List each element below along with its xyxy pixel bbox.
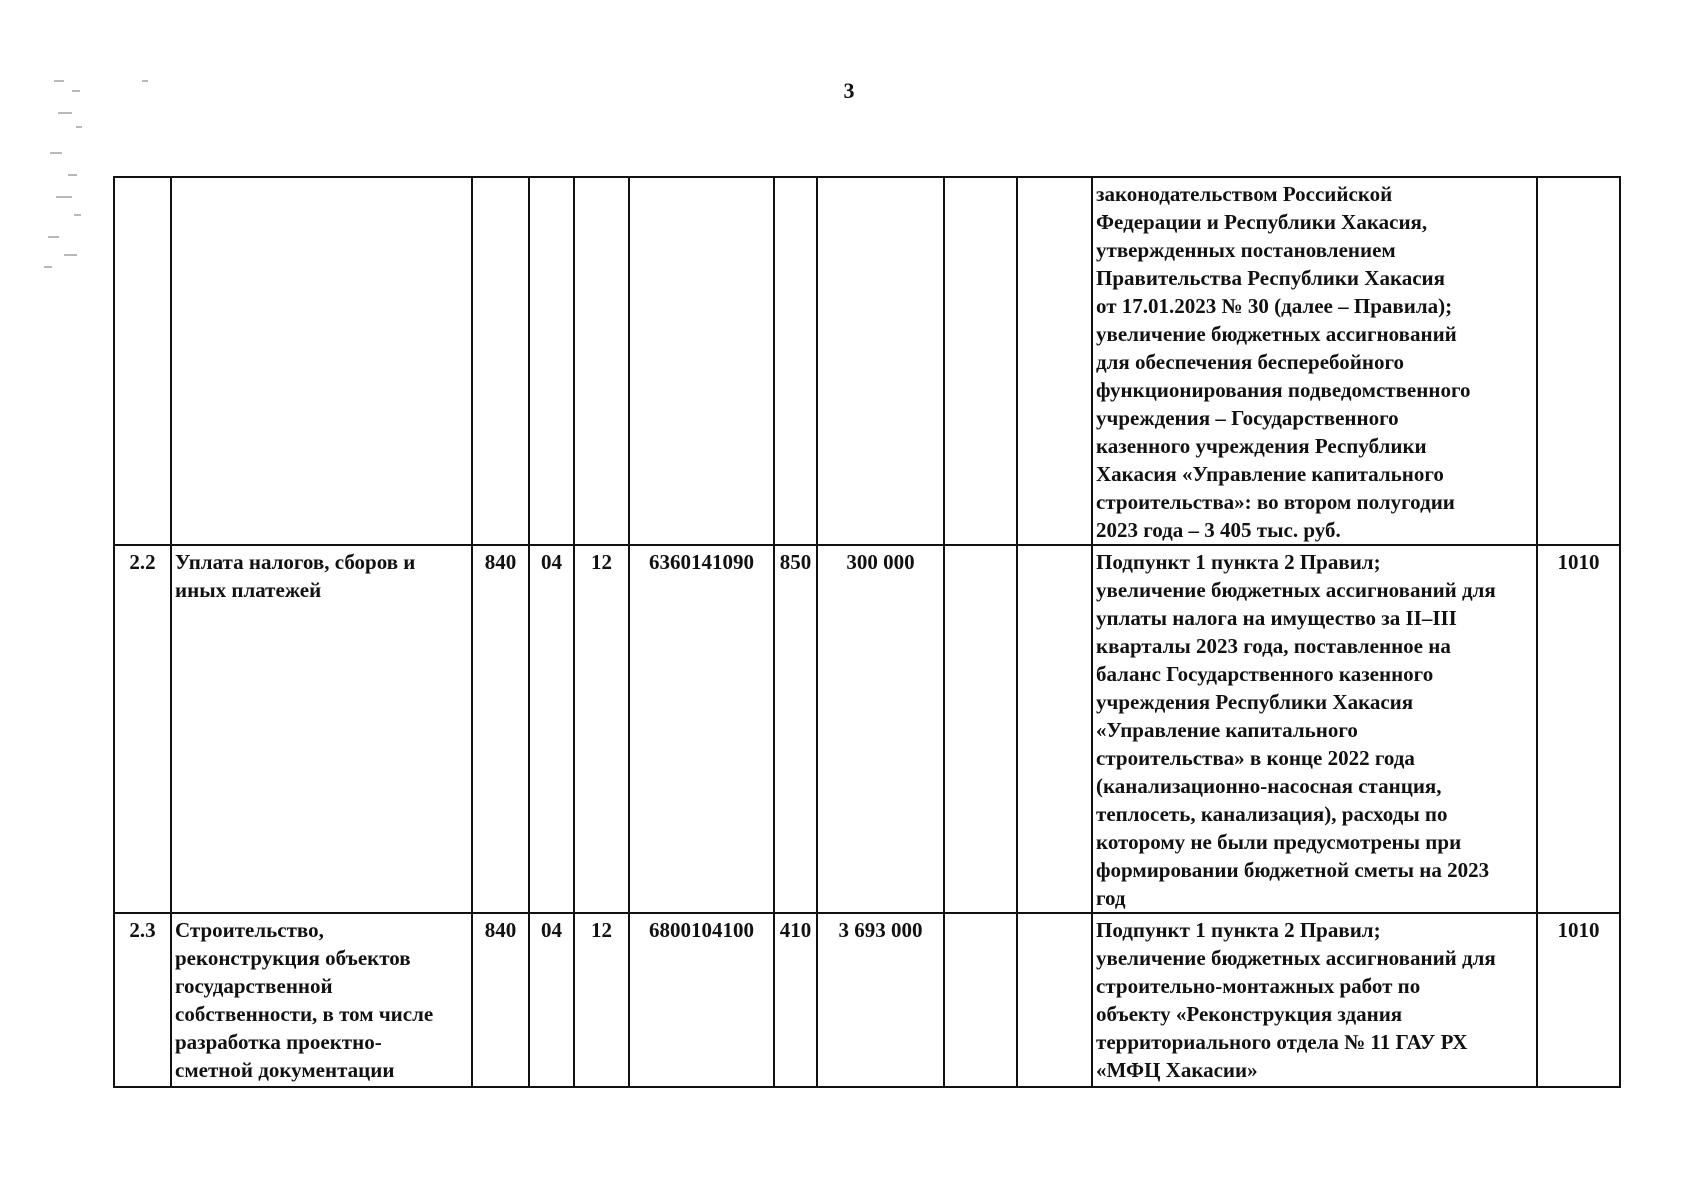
funding-code-cell bbox=[1537, 177, 1620, 545]
row-number-cell: 2.2 bbox=[114, 545, 171, 913]
reason-cell: Подпункт 1 пункта 2 Правил; увеличение бюджетных ассигнований для уплаты налога на имущество за II–III кварталы 2023 года, поставленное на баланс Государственного казенного учреждения Республики Хакасия «Управление капитального строительства» в конце 2022 года (канализационно-насосная станция, теплосеть, канализация), расходы по которому не были предусмотрены при формировании бюджетной сметы на 2023 год bbox=[1092, 545, 1537, 913]
subsection-code-cell: 12 bbox=[574, 545, 629, 913]
subsection-code-cell bbox=[574, 177, 629, 545]
amount-cell bbox=[817, 177, 944, 545]
target-article-code-cell bbox=[629, 177, 774, 545]
extra-amount-cell-1 bbox=[944, 913, 1017, 1087]
expense-name-cell: Строительство, реконструкция объектов государственной собственности, в том числе разработка проектно- сметной документации bbox=[171, 913, 472, 1087]
expense-type-code-cell bbox=[774, 177, 817, 545]
amount-cell: 3 693 000 bbox=[817, 913, 944, 1087]
table-row-2-3 bbox=[114, 913, 1620, 1087]
row-number-cell: 2.3 bbox=[114, 913, 171, 1087]
target-article-code-cell: 6800104100 bbox=[629, 913, 774, 1087]
extra-amount-cell-1 bbox=[944, 545, 1017, 913]
reason-cell: Подпункт 1 пункта 2 Правил; увеличение бюджетных ассигнований для строительно-монтажных работ по объекту «Реконструкция здания территориального отдела № 11 ГАУ РХ «МФЦ Хакасии» bbox=[1092, 913, 1537, 1087]
grbs-code-cell bbox=[472, 177, 529, 545]
expense-type-code-cell: 410 bbox=[774, 913, 817, 1087]
extra-amount-cell-2 bbox=[1017, 545, 1092, 913]
section-code-cell bbox=[529, 177, 574, 545]
section-code-cell: 04 bbox=[529, 913, 574, 1087]
reason-cell: законодательством Российской Федерации и Республики Хакасия, утвержденных постановлением Правительства Республики Хакасия от 17.01.2023 № 30 (далее – Правила); увеличение бюджетных ассигнований для обеспечения бесперебойного функционирования подведомственного учреждения – Государственного казенного учреждения Республики Хакасия «Управление капитального строительства»: во втором полугодии 2023 года – 3 405 тыс. руб. bbox=[1092, 177, 1537, 545]
table-row-continuation bbox=[114, 177, 1620, 545]
expense-name-cell: Уплата налогов, сборов и иных платежей bbox=[171, 545, 472, 913]
funding-code-cell: 1010 bbox=[1537, 913, 1620, 1087]
subsection-code-cell: 12 bbox=[574, 913, 629, 1087]
row-number-cell bbox=[114, 177, 171, 545]
extra-amount-cell-1 bbox=[944, 177, 1017, 545]
extra-amount-cell-2 bbox=[1017, 913, 1092, 1087]
table-row-2-2 bbox=[114, 545, 1620, 913]
grbs-code-cell: 840 bbox=[472, 913, 529, 1087]
budget-allocation-table bbox=[113, 176, 1621, 1088]
target-article-code-cell: 6360141090 bbox=[629, 545, 774, 913]
grbs-code-cell: 840 bbox=[472, 545, 529, 913]
section-code-cell: 04 bbox=[529, 545, 574, 913]
expense-type-code-cell: 850 bbox=[774, 545, 817, 913]
expense-name-cell bbox=[171, 177, 472, 545]
extra-amount-cell-2 bbox=[1017, 177, 1092, 545]
funding-code-cell: 1010 bbox=[1537, 545, 1620, 913]
page-number: 3 bbox=[843, 78, 855, 103]
scan-artifact-marks bbox=[20, 78, 100, 288]
amount-cell: 300 000 bbox=[817, 545, 944, 913]
